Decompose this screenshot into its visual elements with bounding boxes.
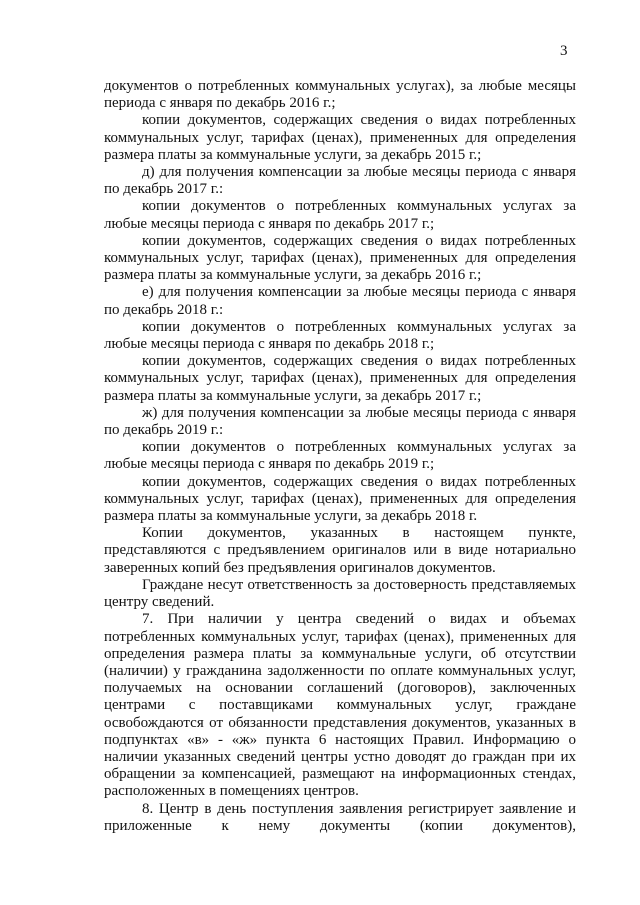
document-body (104, 78, 576, 835)
paragraph: копии документов о потребленных коммунальных услугах за любые месяцы периода с января по декабрь 2018 г.; (104, 318, 576, 353)
paragraph: 8. Центр в день поступления заявления регистрирует заявление и приложенные к нему документы (копии документов), (104, 800, 576, 834)
paragraph: д) для получения компенсации за любые месяцы периода с января по декабрь 2017 г.: (104, 164, 576, 198)
page-number: 3 (560, 43, 568, 59)
paragraph: копии документов, содержащих сведения о видах потребленных коммунальных услуг, тарифах (ценах), примененных для определения размера платы за коммунальные услуги, за декабрь 2016 г.; (104, 232, 576, 284)
paragraph: Граждане несут ответственность за достоверность представляемых центру сведений. (104, 576, 576, 611)
paragraph: 7. При наличии у центра сведений о видах и объемах потребленных коммунальных услуг, тарифах (ценах), примененных для определения размера платы за коммунальные услуги, об отсутствии (наличии) у гражданина задолженности по оплате коммунальных услуг, получаемых на основании соглашений (договоров), заключенных центрами с поставщиками коммунальных услуг, граждане освобождаются от обязанности представления документов, указанных в подпунктах «в» - «ж» пункта 6 настоящих Правил. Информацию о наличии указанных сведений центры устно доводят до граждан при их обращении за компенсацией, размещают на информационных стендах, расположенных в помещениях центров. (104, 611, 576, 800)
paragraph: копии документов, содержащих сведения о видах потребленных коммунальных услуг, тарифах (ценах), примененных для определения размера платы за коммунальные услуги, за декабрь 2017 г.; (104, 353, 576, 404)
paragraph: ж) для получения компенсации за любые месяцы периода с января по декабрь 2019 г.: (104, 404, 576, 439)
paragraph: копии документов, содержащих сведения о видах потребленных коммунальных услуг, тарифах (ценах), примененных для определения размера платы за коммунальные услуги, за декабрь 2015 г.; (104, 112, 576, 163)
paragraph: документов о потребленных коммунальных услугах), за любые месяцы периода с января по декабрь 2016 г.; (104, 78, 576, 112)
paragraph: копии документов о потребленных коммунальных услугах за любые месяцы периода с января по декабрь 2017 г.; (104, 198, 576, 232)
paragraph: е) для получения компенсации за любые месяцы периода с января по декабрь 2018 г.: (104, 284, 576, 318)
paragraph: копии документов, содержащих сведения о видах потребленных коммунальных услуг, тарифах (ценах), примененных для определения размера платы за коммунальные услуги, за декабрь 2018 г. (104, 473, 576, 525)
paragraph: копии документов о потребленных коммунальных услугах за любые месяцы периода с января по декабрь 2019 г.; (104, 439, 576, 473)
paragraph: Копии документов, указанных в настоящем пункте, представляются с предъявлением оригиналов или в виде нотариально заверенных копий без предъявления оригиналов документов. (104, 525, 576, 576)
